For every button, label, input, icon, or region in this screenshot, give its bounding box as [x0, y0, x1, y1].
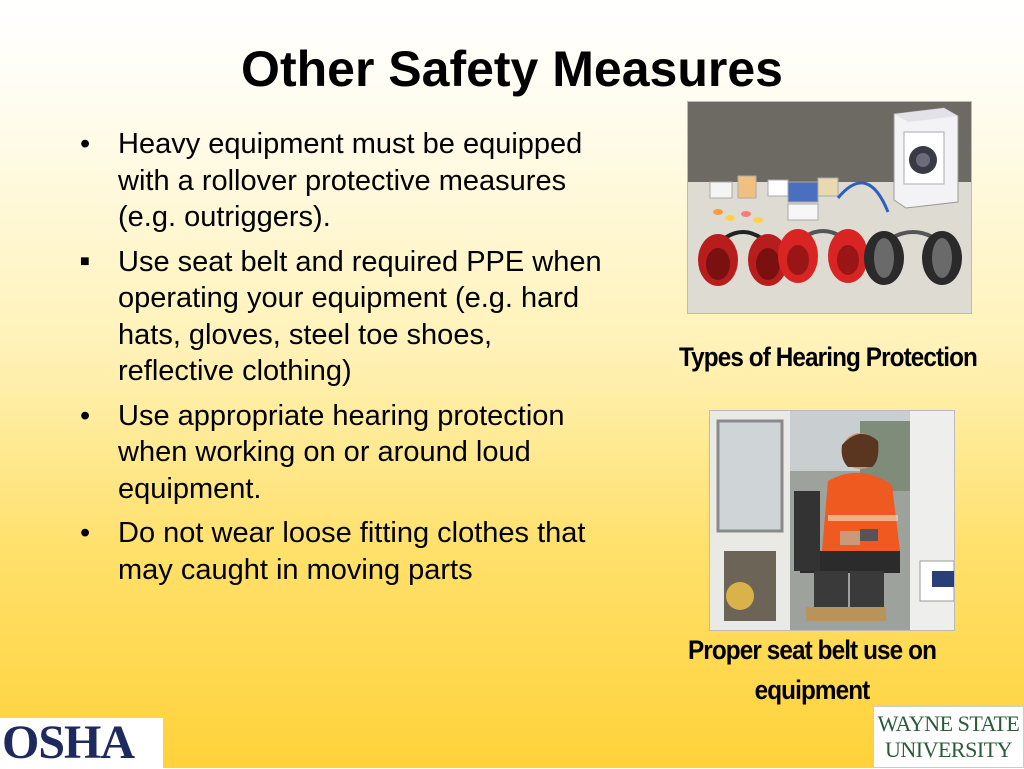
bullet-item: [78, 244, 608, 390]
wayne-state-logo-line1: WAYNE STATE: [877, 711, 1020, 736]
bullet-item: [78, 126, 608, 236]
osha-logo-text: OSHA: [2, 716, 135, 769]
hearing-protection-caption: Types of Hearing Protection: [679, 342, 977, 372]
bullet-list: [78, 126, 608, 596]
bullet-dot-icon: •: [80, 128, 91, 160]
bullet-item: [78, 515, 608, 588]
hearing-protection-photo: [687, 101, 972, 314]
seat-belt-photo: [709, 410, 955, 631]
seat-belt-caption: Proper seat belt use on equipment: [687, 635, 937, 705]
bullet-text: Heavy equipment must be equipped with a rollover protective measures (e.g. outriggers).: [118, 128, 583, 233]
bullet-square-icon: ■: [80, 252, 90, 270]
hearing-protection-illustration: [688, 102, 971, 313]
bullet-dot-icon: •: [80, 517, 91, 549]
wayne-state-logo: [873, 706, 1024, 768]
slide-title: Other Safety Measures: [241, 41, 783, 97]
wayne-state-logo-line2: UNIVERSITY: [885, 737, 1012, 762]
bullet-text: Use seat belt and required PPE when operating your equipment (e.g. hard hats, gloves, steel toe shoes, reflective clothing): [118, 245, 602, 387]
bullet-text: Use appropriate hearing protection when working on or around loud equipment.: [118, 399, 565, 505]
bullet-text: Do not wear loose fitting clothes that may caught in moving parts: [118, 517, 586, 586]
osha-logo: [0, 718, 163, 768]
seat-belt-illustration: [710, 411, 954, 630]
bullet-item: [78, 398, 608, 508]
bullet-dot-icon: •: [80, 399, 91, 432]
